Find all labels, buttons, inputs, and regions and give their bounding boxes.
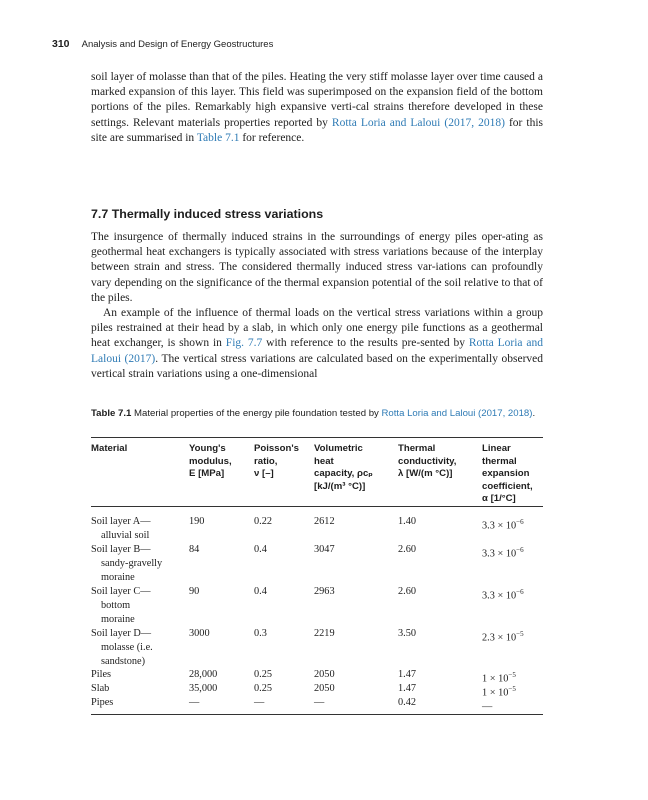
table-cell-thermal-conductivity: 1.47 (398, 669, 417, 680)
paragraph-text: for this site are summarised in (91, 116, 543, 144)
paragraph-text: . The vertical stress variations are calculated based on the experimentally observed vertical strain variations using a one-dimensional (91, 352, 543, 380)
table-cell-material: Slab (91, 683, 110, 694)
body-paragraph-2 (91, 306, 543, 382)
paragraph-text: for reference. (239, 131, 305, 144)
table-cell-thermal-conductivity: 3.50 (398, 628, 417, 639)
table-cell-thermal-conductivity: 1.47 (398, 683, 417, 694)
citation-link[interactable]: Rotta Loria and Laloui (2017, 2018) (331, 116, 505, 129)
table-cell-thermal-expansion: $2.3 \times 10^{-5}$ (482, 630, 524, 644)
table-cell-poissons-ratio: 0.4 (254, 586, 267, 597)
figure-reference-link[interactable]: Fig. 7.7 (225, 337, 263, 350)
table-cell-poissons-ratio: 0.25 (254, 669, 273, 680)
table-cell-youngs-modulus: — (189, 697, 200, 708)
table-cell-thermal-expansion: $3.3 \times 10^{-6}$ (482, 546, 524, 560)
intro-paragraph (91, 70, 543, 146)
table-cell-youngs-modulus: 35,000 (189, 683, 218, 694)
section-title: Thermally induced stress variations (111, 207, 324, 221)
table-cell-heat-capacity: 2050 (314, 683, 335, 694)
column-header-material: Material (91, 443, 128, 454)
table-cell-youngs-modulus: 28,000 (189, 669, 218, 680)
column-header-thermal-expansion: Linear thermal expansion coefficient, α [1/°C] (482, 443, 533, 505)
table-cell-youngs-modulus: 3000 (189, 628, 210, 639)
body-paragraph-1: The insurgence of thermally induced strains in the surroundings of energy piles oper-ating as geothermal heat exchangers is typically associated with stress variations because of the interplay between strain and stress. The considered thermally induced stress var-iations can profoundly vary depending on the significance of the thermal expansion potential of the soil relative to that of the piles. (91, 231, 543, 304)
table-label: Table 7.1 (91, 408, 132, 419)
table-cell-youngs-modulus: 90 (189, 586, 200, 597)
page-number: 310 (52, 38, 70, 50)
table-cell-material: Soil layer C— bottom moraine (91, 586, 151, 625)
table-cell-poissons-ratio: 0.22 (254, 516, 273, 527)
table-cell-thermal-expansion: $1 \times 10^{-5}$ (482, 671, 516, 685)
book-title: Analysis and Design of Energy Geostructures (81, 39, 274, 50)
table-cell-material: Soil layer A— alluvial soil (91, 516, 151, 541)
table-cell-poissons-ratio: 0.4 (254, 544, 267, 555)
table-cell-heat-capacity: 3047 (314, 544, 335, 555)
table-cell-youngs-modulus: 190 (189, 516, 205, 527)
caption-end: . (532, 408, 536, 419)
citation-link[interactable]: Rotta Loria and Laloui (2017) (91, 337, 543, 365)
table-header-rule (91, 506, 543, 507)
table-cell-thermal-conductivity: 1.40 (398, 516, 417, 527)
table-cell-thermal-conductivity: 2.60 (398, 586, 417, 597)
table-cell-heat-capacity: — (314, 697, 325, 708)
section-heading (91, 207, 323, 221)
table-cell-thermal-expansion: $3.3 \times 10^{-6}$ (482, 518, 524, 532)
citation-link[interactable]: Rotta Loria and Laloui (2017, 2018) (381, 408, 533, 419)
table-top-rule (91, 437, 543, 438)
table-cell-thermal-conductivity: 0.42 (398, 697, 417, 708)
column-header-thermal-conductivity: Thermal conductivity, λ [W/(m °C)] (398, 443, 457, 480)
paragraph-text: with reference to the results pre-sented by (262, 337, 469, 350)
paragraph-text: An example of the influence of thermal loads on the vertical stress variations within a group piles restrained at their head by a slab, in which only one energy pile functions as a geothermal heat exchanger, is shown in (91, 307, 543, 350)
table-cell-heat-capacity: 2612 (314, 516, 335, 527)
table-bottom-rule (91, 714, 543, 715)
table-cell-material: Soil layer D— molasse (i.e. sandstone) (91, 628, 153, 667)
table-cell-heat-capacity: 2963 (314, 586, 335, 597)
table-cell-material: Pipes (91, 697, 114, 708)
table-cell-heat-capacity: 2050 (314, 669, 335, 680)
caption-text: Material properties of the energy pile foundation tested by (134, 408, 379, 419)
table-caption (91, 407, 546, 420)
column-header-youngs-modulus: Young's modulus, E [MPa] (189, 443, 232, 480)
table-cell-poissons-ratio: 0.25 (254, 683, 273, 694)
table-reference-link[interactable]: Table 7.1 (196, 131, 240, 144)
table-cell-thermal-conductivity: 2.60 (398, 544, 417, 555)
running-header (52, 38, 273, 50)
column-header-poissons-ratio: Poisson's ratio, ν [–] (254, 443, 299, 480)
table-cell-material: Piles (91, 669, 112, 680)
paragraph-text: soil layer of molasse than that of the piles. Heating the very stiff molasse layer over time caused a marked expansion of this layer. This field was superimposed on the expansion field of the bottom portions of the piles. Remarkably high expansive verti-cal strains therefore developed in these settings. Relevant materials properties reported by (91, 71, 543, 129)
section-number: 7.7 (91, 207, 109, 221)
table-cell-youngs-modulus: 84 (189, 544, 200, 555)
table-cell-thermal-expansion: — (482, 701, 493, 713)
table-cell-poissons-ratio: 0.3 (254, 628, 267, 639)
table-cell-poissons-ratio: — (254, 697, 265, 708)
table-cell-material: Soil layer B— sandy-gravelly moraine (91, 544, 163, 583)
table-cell-thermal-expansion: $1 \times 10^{-5}$ (482, 685, 516, 699)
table-cell-thermal-expansion: $3.3 \times 10^{-6}$ (482, 588, 524, 602)
table-cell-heat-capacity: 2219 (314, 628, 335, 639)
column-header-heat-capacity: Volumetric heat capacity, ρcₚ [kJ/(m³ °C)] (314, 443, 373, 492)
